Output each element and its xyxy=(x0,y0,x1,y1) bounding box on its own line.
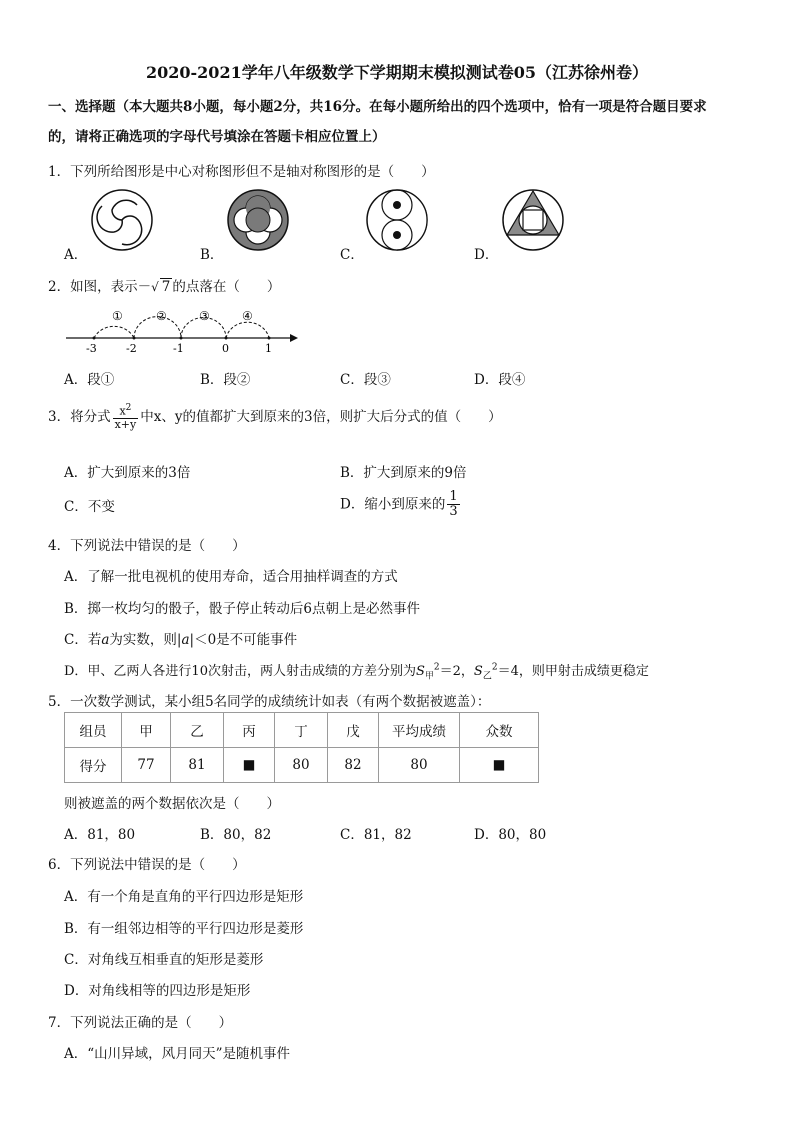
q4-option-a: A．了解一批电视机的使用寿命，适合用抽样调查的方式 xyxy=(64,569,398,585)
q4-option-d xyxy=(64,660,649,682)
table-header: 众数 xyxy=(460,713,539,748)
q4-option-b: B．掷一枚均匀的骰子，骰子停止转动后6点朝上是必然事件 xyxy=(64,601,421,617)
tick-label-1: 1 xyxy=(265,342,272,355)
table-cell: 77 xyxy=(122,748,171,783)
q4-c-var2: a xyxy=(181,632,190,648)
q2-option-b: B．段② xyxy=(200,372,251,388)
segment-label-2: ② xyxy=(156,309,167,323)
q4-stem: 4．下列说法中错误的是（ ） xyxy=(48,538,246,554)
q2-radicand: 7 xyxy=(161,279,171,295)
q4-d-s1-sup: 2 xyxy=(433,662,440,673)
section-header-line1: 一、选择题（本大题共8小题，每小题2分，共16分。在每小题所给出的四个选项中，恰有一项是符合题目要求 xyxy=(48,99,707,115)
q4-d-post: ＝4，则甲射击成绩更稳定 xyxy=(497,664,649,679)
table-header: 组员 xyxy=(65,713,122,748)
q5-option-b: B．80，82 xyxy=(200,827,272,843)
table-row-label: 得分 xyxy=(65,748,122,783)
q1-option-a: A． xyxy=(64,247,88,263)
tick-label-0: 0 xyxy=(222,342,229,355)
q1-figure-c xyxy=(365,188,429,252)
q4-option-c xyxy=(64,628,297,648)
table-header: 丁 xyxy=(275,713,328,748)
q4-c-var: a xyxy=(101,632,110,648)
table-cell: 81 xyxy=(171,748,224,783)
q6-option-a: A．有一个角是直角的平行四边形是矩形 xyxy=(64,889,304,905)
q3-frac-exp: 2 xyxy=(125,403,132,413)
q5-follow-text: 则被遮盖的两个数据依次是（ ） xyxy=(64,796,280,812)
q6-option-b: B．有一组邻边相等的平行四边形是菱形 xyxy=(64,921,304,937)
q4-d-pre: D．甲、乙两人各进行10次射击，两人射击成绩的方差分别为 xyxy=(64,664,416,679)
q2-number-line xyxy=(66,305,306,355)
q3-stem-post: 中x、y的值都扩大到原来的3倍，则扩大后分式的值（ ） xyxy=(140,408,502,425)
q3-option-c: C．不变 xyxy=(64,499,115,515)
q3-option-a: A．扩大到原来的3倍 xyxy=(64,465,191,481)
page-title: 2020-2021学年八年级数学下学期期末模拟测试卷05（江苏徐州卷） xyxy=(146,63,648,82)
table-header: 平均成绩 xyxy=(379,713,460,748)
q4-c-pre: C．若 xyxy=(64,632,102,648)
table-header: 甲 xyxy=(122,713,171,748)
q1-figure-d xyxy=(500,188,566,252)
q2-option-a: A．段① xyxy=(64,372,115,388)
q4-d-s2-sub: 乙 xyxy=(482,671,492,682)
q1-option-d: D． xyxy=(474,247,499,263)
q4-d-s2: S xyxy=(473,664,483,679)
q4-d-mid: ＝2， xyxy=(439,664,474,679)
table-cell: 80 xyxy=(379,748,460,783)
q2-option-d: D．段④ xyxy=(474,372,526,388)
q5-option-a: A．81，80 xyxy=(64,827,136,843)
q3-option-d-text: D．缩小到原来的 xyxy=(340,496,446,513)
q4-c-post: |＜0是不可能事件 xyxy=(189,632,298,648)
q3-option-d-fraction xyxy=(447,490,459,520)
q5-stem: 5．一次数学测试，某小组5名同学的成绩统计如表（有两个数据被遮盖）： xyxy=(48,694,491,710)
q4-d-s1: S xyxy=(415,664,425,679)
segment-label-1: ① xyxy=(112,309,123,323)
q3-d-den: 3 xyxy=(449,504,458,520)
table-cell: 82 xyxy=(328,748,379,783)
q4-d-s1-sub: 甲 xyxy=(424,671,434,682)
tick-label-neg2: -2 xyxy=(126,342,137,355)
q3-frac-den: x+y xyxy=(114,417,137,431)
table-header: 戊 xyxy=(328,713,379,748)
q6-stem: 6．下列说法中错误的是（ ） xyxy=(48,857,246,873)
q7-option-a: A．“山川异域，风月同天”是随机事件 xyxy=(64,1046,291,1062)
q1-figure-b xyxy=(226,188,290,252)
tick-label-neg3: -3 xyxy=(86,342,97,355)
q1-option-c: C． xyxy=(340,247,364,263)
q1-figure-a xyxy=(90,188,154,252)
q4-d-s2-sup: 2 xyxy=(491,662,498,673)
q2-stem-text: 2．如图，表示－ xyxy=(48,279,152,295)
q4-c-mid: 为实数，则| xyxy=(109,632,182,648)
q2-stem-text-post: 的点落在（ ） xyxy=(172,279,281,295)
q3-frac-num: x xyxy=(119,404,126,418)
q7-stem: 7．下列说法正确的是（ ） xyxy=(48,1015,233,1031)
q3-option-d xyxy=(340,490,462,520)
q3-stem xyxy=(48,404,502,431)
section-header-line2: 的，请将正确选项的字母代号填涂在答题卡相应位置上） xyxy=(48,129,386,145)
segment-label-3: ③ xyxy=(199,309,210,323)
q6-option-c: C．对角线互相垂直的矩形是菱形 xyxy=(64,952,264,968)
table-row xyxy=(65,748,539,783)
q1-option-b: B． xyxy=(200,247,224,263)
q3-stem-pre: 3．将分式 xyxy=(48,408,111,425)
q3-option-b: B．扩大到原来的9倍 xyxy=(340,465,467,481)
q2-stem: 2．如图，表示－√ 7 的点落在（ ） xyxy=(48,279,281,295)
q1-stem: 1．下列所给图形是中心对称图形但不是轴对称图形的是（ ） xyxy=(48,164,435,180)
segment-label-4: ④ xyxy=(242,309,253,323)
q5-score-table xyxy=(64,712,539,783)
q5-option-c: C．81，82 xyxy=(340,827,412,843)
tick-label-neg1: -1 xyxy=(173,342,184,355)
table-header: 乙 xyxy=(171,713,224,748)
table-cell-covered: ■ xyxy=(460,748,539,783)
table-header: 丙 xyxy=(224,713,275,748)
q3-fraction xyxy=(113,404,139,431)
table-header-row xyxy=(65,713,539,748)
table-cell-covered: ■ xyxy=(224,748,275,783)
q5-option-d: D．80，80 xyxy=(474,827,547,843)
q3-d-num: 1 xyxy=(449,489,458,504)
q6-option-d: D．对角线相等的四边形是矩形 xyxy=(64,983,251,999)
table-cell: 80 xyxy=(275,748,328,783)
q2-option-c: C．段③ xyxy=(340,372,391,388)
